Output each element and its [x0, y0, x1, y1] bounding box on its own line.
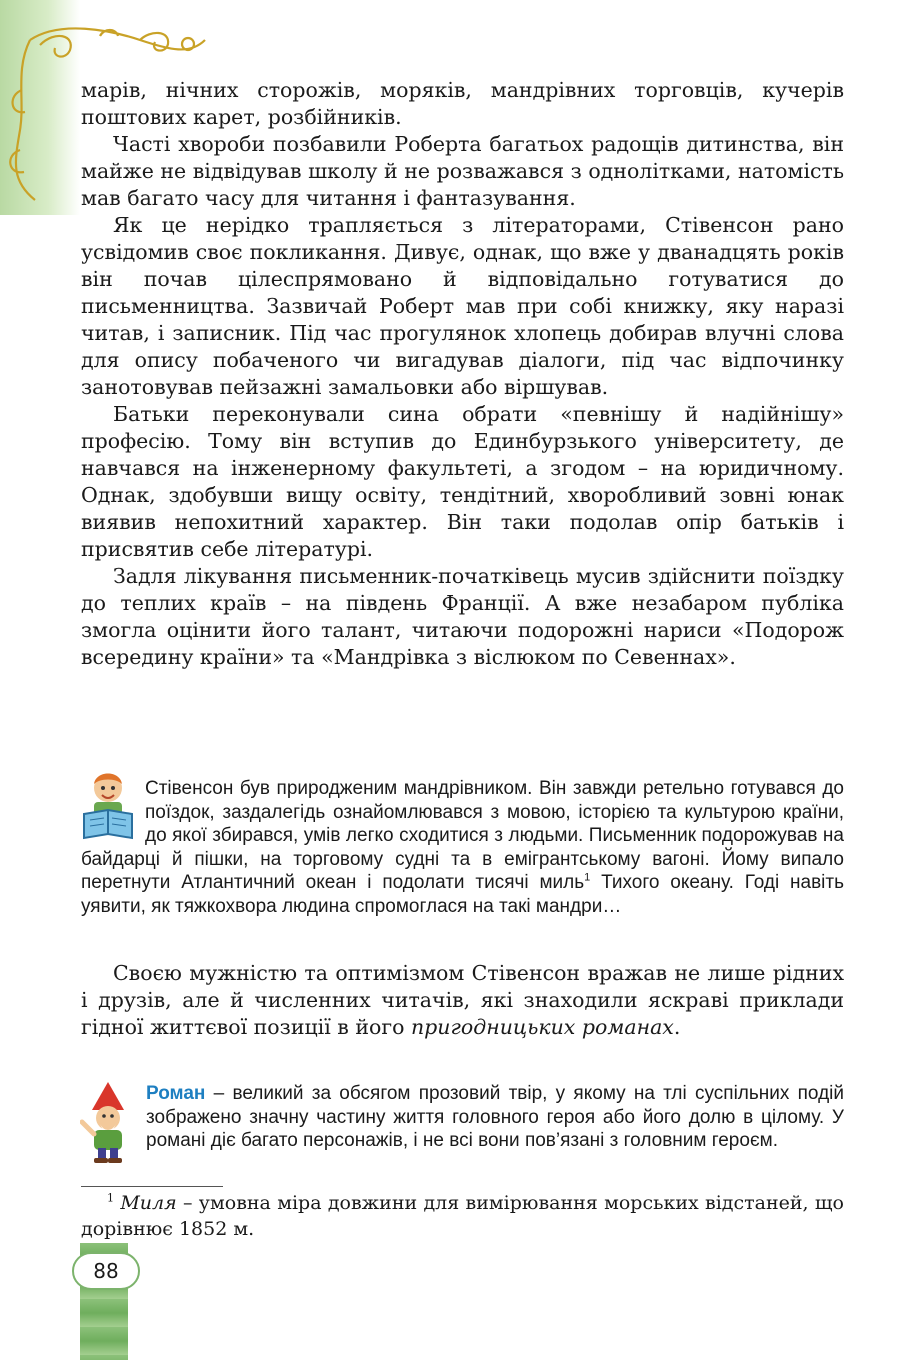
- paragraph-5-text: Своєю мужністю та оптимізмом Стівенсон вражав не лише рідних і друзів, але й численних читачів, які знаходили яскраві приклади гідної життєвої позиції в його: [81, 961, 844, 1039]
- footnote-divider: [81, 1186, 223, 1187]
- italic-term: пригодницьких романах: [410, 1015, 674, 1039]
- infobox-text: Стівенсон був природженим мандрівником. Він завжди ретельно готувався до поїздок, заздалегідь ознайомлювався з мовою, історією та культурою країни, до якої збирався, умів легко сходитися з людьми. Письменник подорожував на байдарці й пішки, на торговому судні та в емігрантському вагоні. Йому випало перетнути Атлантичний океан і подолати тисячі миль: [81, 778, 844, 893]
- page-number: 88: [72, 1252, 140, 1290]
- footnote-mark: 1: [107, 1191, 114, 1205]
- footnote-text: – умовна міра довжини для вимірювання морських відстаней, що дорівнює 1852 м.: [81, 1192, 844, 1240]
- text-block-top: [81, 77, 844, 671]
- definition-text: – великий за обсягом прозовий твір, у якому на тлі суспільних подій зображено значну частину життя головного героя або його долю в цілому. У романі діє багато персонажів, і не всі вони пов’язані з головним героєм.: [146, 1083, 844, 1151]
- text-block-middle: [81, 960, 844, 1041]
- infobox-text-end: Тихого океану. Годі навіть уявити, як тяжкохвора людина спромоглася на такі мандри…: [81, 872, 844, 917]
- paragraph-continuation: марів, нічних сторожів, моряків, мандрівних торговців, кучерів поштових карет, розбійників.: [81, 78, 844, 129]
- definition-box: [146, 1082, 844, 1153]
- paragraph-3: Батьки переконували сина обрати «певнішу й надійнішу» професію. Тому він вступив до Единбурзького університету, де навчався на інженерному факультеті, а згодом – на юридичному. Однак, здобувши вищу освіту, тендітний, хворобливий зовні юнак виявив непохитний характер. Він таки подолав опір батьків і присвятив себе літературі.: [81, 402, 844, 561]
- travel-infobox: [81, 777, 844, 918]
- paragraph-1: Часті хвороби позбавили Роберта багатьох радощів дитинства, він майже не відвідував школу й не розважався з однолітками, натомість мав багато часу для читання і фантазування.: [81, 132, 844, 210]
- footnote-term: Миля: [120, 1192, 177, 1214]
- paragraph-4: Задля лікування письменник-початківець мусив здійснити поїздку до теплих країв – на південь Франції. А вже незабаром публіка змогла оцінити його талант, читаючи подорожні нариси «Подорож всередину країни» та «Мандрівка з віслюком по Севеннах».: [81, 564, 844, 669]
- paragraph-2: Як це нерідко трапляється з літераторами, Стівенсон рано усвідомив своє покликання. Дивує, однак, що вже у дванадцять років він почав цілеспрямовано й відповідально готуватися до письменництва. Зазвичай Роберт мав при собі книжку, яку наразі читав, і записник. Під час прогулянок хлопець добирав влучні слова для опису побаченого чи вигадував діалоги, під час відпочинку занотовував пейзажні замальовки або віршував.: [81, 213, 844, 399]
- paragraph-5-end: .: [673, 1015, 681, 1039]
- footnote: [81, 1190, 844, 1242]
- definition-term: Роман: [146, 1083, 206, 1104]
- footnote-reference: 1: [584, 871, 591, 884]
- paragraph-5: [81, 960, 844, 1041]
- gnome-icon: [80, 1080, 136, 1164]
